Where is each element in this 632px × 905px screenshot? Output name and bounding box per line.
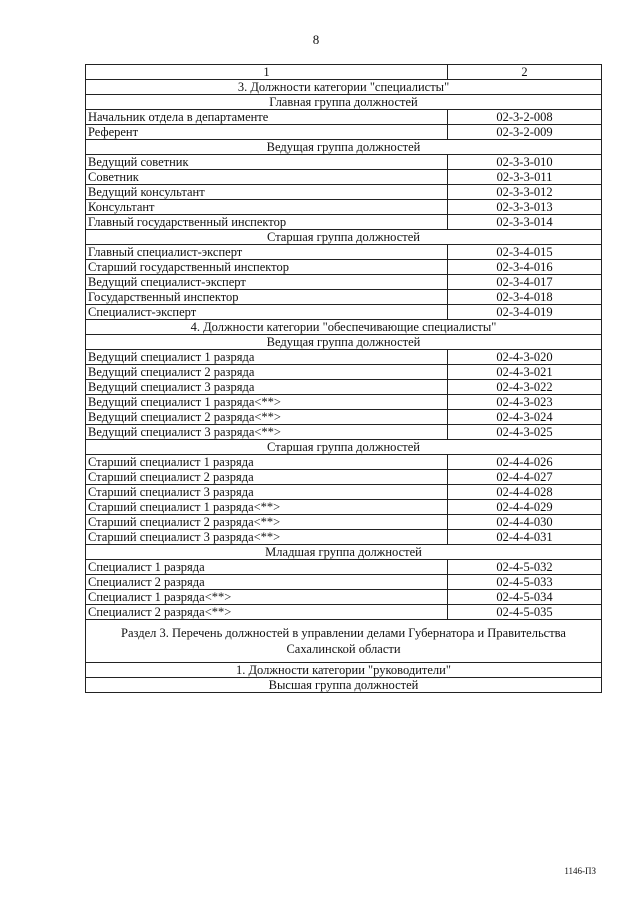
section-title: Старшая группа должностей — [86, 230, 602, 245]
section-row — [86, 95, 602, 110]
table-row — [86, 245, 602, 260]
position-name: Главный государственный инспектор — [86, 215, 448, 230]
table-row — [86, 200, 602, 215]
position-name: Специалист 2 разряда<**> — [86, 605, 448, 620]
table-row — [86, 290, 602, 305]
position-code: 02-4-4-028 — [448, 485, 602, 500]
position-code: 02-3-3-012 — [448, 185, 602, 200]
position-name: Ведущий специалист 3 разряда<**> — [86, 425, 448, 440]
position-code: 02-3-3-011 — [448, 170, 602, 185]
section-row — [86, 230, 602, 245]
section-row — [86, 545, 602, 560]
position-code: 02-3-4-015 — [448, 245, 602, 260]
section-title: 1. Должности категории "руководители" — [86, 663, 602, 678]
section-row — [86, 320, 602, 335]
position-name: Ведущий специалист 1 разряда<**> — [86, 395, 448, 410]
position-code: 02-3-2-008 — [448, 110, 602, 125]
position-code: 02-4-4-026 — [448, 455, 602, 470]
section-row — [86, 620, 602, 663]
section-row — [86, 335, 602, 350]
position-name: Ведущий специалист 1 разряда — [86, 350, 448, 365]
position-code: 02-4-5-033 — [448, 575, 602, 590]
position-code: 02-4-5-032 — [448, 560, 602, 575]
section-title: Ведущая группа должностей — [86, 140, 602, 155]
table-row — [86, 380, 602, 395]
table-row — [86, 500, 602, 515]
position-code: 02-3-3-013 — [448, 200, 602, 215]
position-code: 02-3-4-018 — [448, 290, 602, 305]
position-name: Старший специалист 3 разряда — [86, 485, 448, 500]
position-name: Ведущий советник — [86, 155, 448, 170]
position-name: Специалист 2 разряда — [86, 575, 448, 590]
table-row — [86, 560, 602, 575]
table-row — [86, 185, 602, 200]
position-name: Ведущий консультант — [86, 185, 448, 200]
header-col-2: 2 — [448, 65, 602, 80]
position-name: Старший специалист 1 разряда<**> — [86, 500, 448, 515]
position-code: 02-3-3-014 — [448, 215, 602, 230]
position-code: 02-3-3-010 — [448, 155, 602, 170]
section-row — [86, 440, 602, 455]
table-row — [86, 170, 602, 185]
table-row — [86, 575, 602, 590]
table-header-row — [86, 65, 602, 80]
section-title: Раздел 3. Перечень должностей в управлении делами Губернатора и Правительства Сахалинской области — [86, 620, 602, 663]
position-name: Главный специалист-эксперт — [86, 245, 448, 260]
table-row — [86, 260, 602, 275]
position-name: Ведущий специалист 2 разряда — [86, 365, 448, 380]
table-row — [86, 515, 602, 530]
table-row — [86, 365, 602, 380]
table-row — [86, 605, 602, 620]
table-row — [86, 410, 602, 425]
position-code: 02-3-4-017 — [448, 275, 602, 290]
position-code: 02-3-4-019 — [448, 305, 602, 320]
position-code: 02-4-3-023 — [448, 395, 602, 410]
table-row — [86, 305, 602, 320]
position-name: Старший специалист 3 разряда<**> — [86, 530, 448, 545]
section-row — [86, 678, 602, 693]
position-name: Специалист 1 разряда<**> — [86, 590, 448, 605]
table-row — [86, 425, 602, 440]
positions-table — [85, 64, 602, 693]
table-row — [86, 455, 602, 470]
position-name: Ведущий специалист 2 разряда<**> — [86, 410, 448, 425]
table-row — [86, 590, 602, 605]
table-row — [86, 350, 602, 365]
table-row — [86, 155, 602, 170]
position-name: Консультант — [86, 200, 448, 215]
table-row — [86, 395, 602, 410]
position-name: Специалист 1 разряда — [86, 560, 448, 575]
table-row — [86, 275, 602, 290]
position-name: Ведущий специалист 3 разряда — [86, 380, 448, 395]
position-name: Ведущий специалист-эксперт — [86, 275, 448, 290]
position-code: 02-4-4-031 — [448, 530, 602, 545]
header-col-1: 1 — [86, 65, 448, 80]
section-title: Ведущая группа должностей — [86, 335, 602, 350]
section-title: 3. Должности категории "специалисты" — [86, 80, 602, 95]
table-body — [86, 80, 602, 693]
section-title: Высшая группа должностей — [86, 678, 602, 693]
position-code: 02-4-3-022 — [448, 380, 602, 395]
position-code: 02-3-4-016 — [448, 260, 602, 275]
position-code: 02-4-4-030 — [448, 515, 602, 530]
section-title: Младшая группа должностей — [86, 545, 602, 560]
position-code: 02-4-5-035 — [448, 605, 602, 620]
position-name: Специалист-эксперт — [86, 305, 448, 320]
position-code: 02-4-5-034 — [448, 590, 602, 605]
table-row — [86, 215, 602, 230]
position-code: 02-4-3-025 — [448, 425, 602, 440]
footer-code: 1146-ПЗ — [564, 866, 596, 876]
position-name: Старший государственный инспектор — [86, 260, 448, 275]
position-code: 02-4-3-020 — [448, 350, 602, 365]
position-name: Начальник отдела в департаменте — [86, 110, 448, 125]
position-code: 02-4-4-029 — [448, 500, 602, 515]
position-name: Старший специалист 2 разряда<**> — [86, 515, 448, 530]
section-row — [86, 140, 602, 155]
position-name: Референт — [86, 125, 448, 140]
section-title: 4. Должности категории "обеспечивающие специалисты" — [86, 320, 602, 335]
section-title: Старшая группа должностей — [86, 440, 602, 455]
position-name: Старший специалист 2 разряда — [86, 470, 448, 485]
position-code: 02-3-2-009 — [448, 125, 602, 140]
position-name: Советник — [86, 170, 448, 185]
position-name: Старший специалист 1 разряда — [86, 455, 448, 470]
position-code: 02-4-3-021 — [448, 365, 602, 380]
page-number: 8 — [312, 32, 320, 47]
position-code: 02-4-4-027 — [448, 470, 602, 485]
table-row — [86, 530, 602, 545]
section-row — [86, 80, 602, 95]
table-row — [86, 110, 602, 125]
table-row — [86, 485, 602, 500]
position-code: 02-4-3-024 — [448, 410, 602, 425]
table-row — [86, 470, 602, 485]
section-row — [86, 663, 602, 678]
position-name: Государственный инспектор — [86, 290, 448, 305]
section-title: Главная группа должностей — [86, 95, 602, 110]
table-row — [86, 125, 602, 140]
